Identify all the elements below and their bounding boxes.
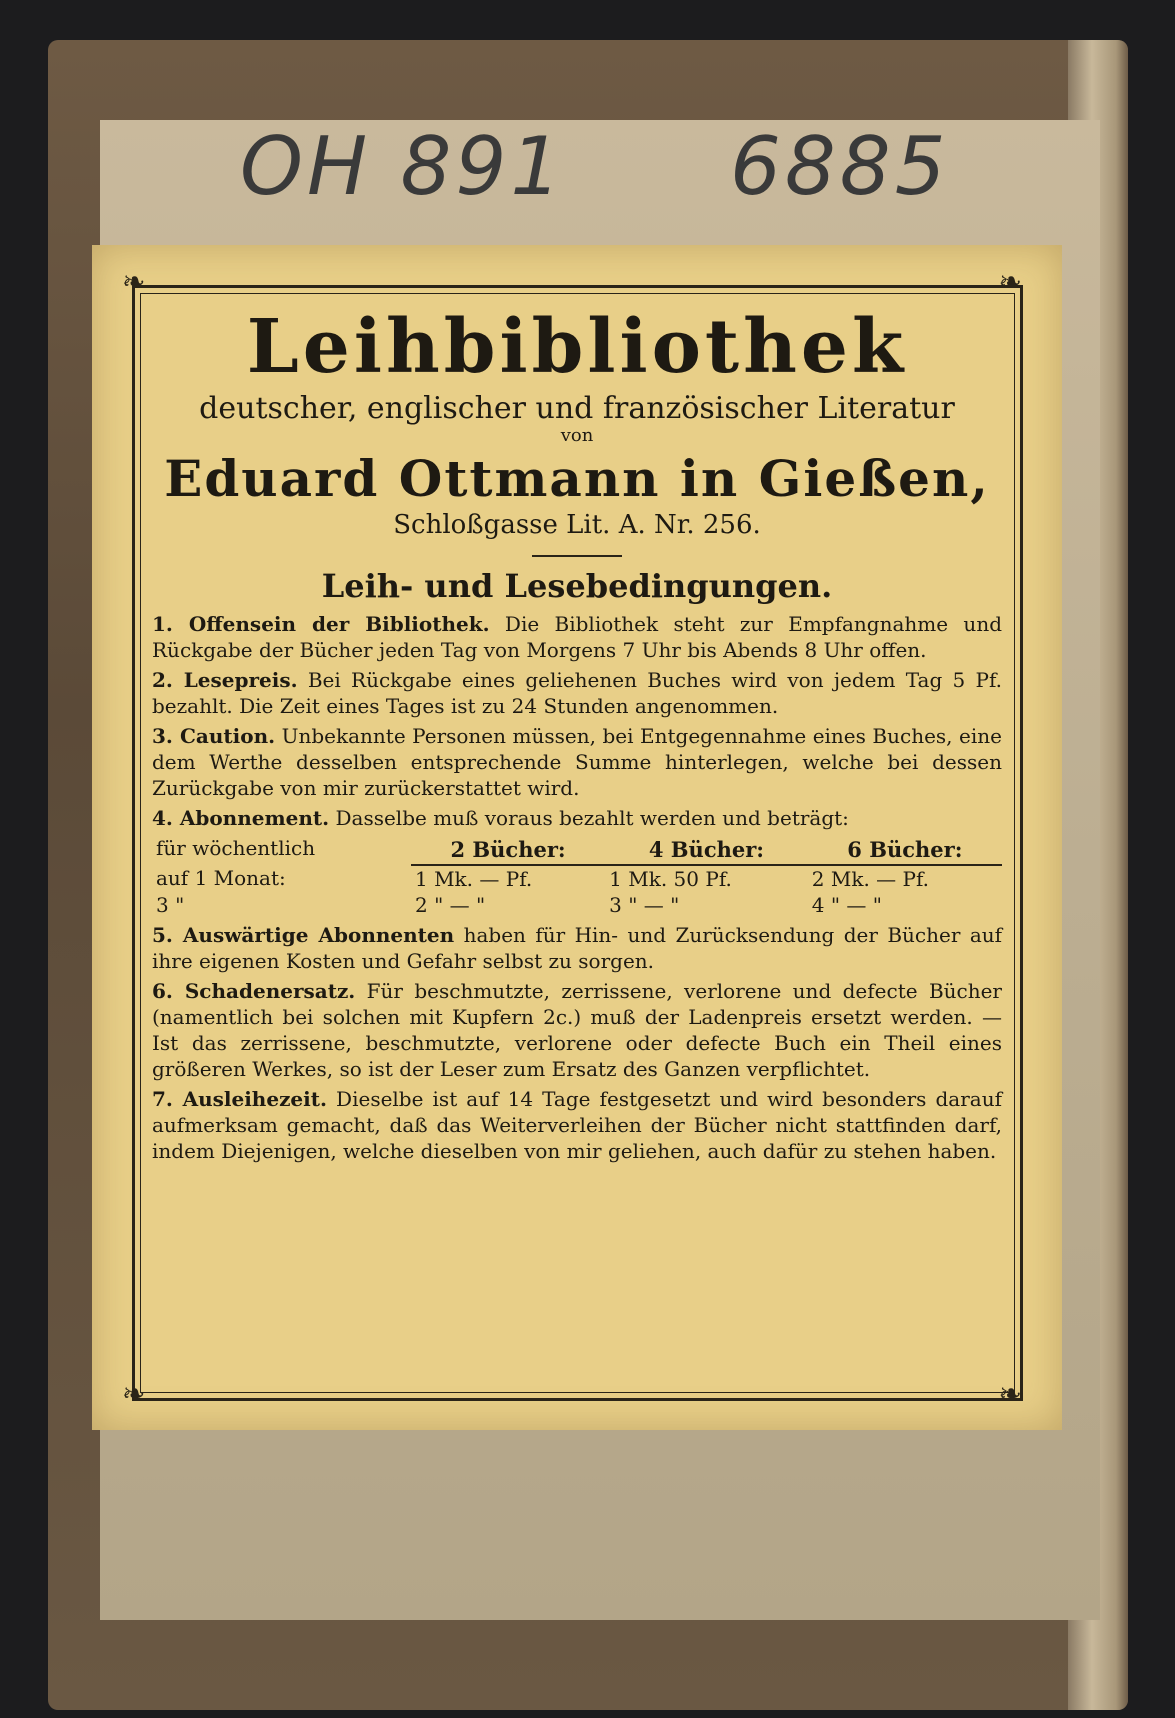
handwritten-shelfmark-right: 6885 [730, 120, 950, 213]
table-row [152, 892, 1002, 918]
table-header-row [152, 835, 1002, 865]
table-cell: 1 Mk. 50 Pf. [609, 867, 732, 892]
table-cell: auf 1 Monat: [156, 866, 286, 891]
table-column-header: 6 Bücher: [808, 835, 1002, 865]
table-cell: 4 " — " [811, 893, 882, 918]
owner-address: Schloßgasse Lit. A. Nr. 256. [393, 509, 761, 540]
divider [532, 555, 622, 557]
table-cell: 1 Mk. — Pf. [414, 867, 533, 892]
flourish-bottom-left-icon: ❧ [122, 1377, 146, 1410]
handwritten-shelfmark-left: OH 891 [240, 120, 566, 213]
table-column-header: 4 Bücher: [605, 835, 808, 865]
label-text [152, 305, 1002, 1168]
conditions-heading: Leih- und Lesebedingungen. [321, 566, 833, 605]
table-row [152, 865, 1002, 892]
library-title: Leihbibliothek [246, 304, 908, 390]
table-row-label-header: für wöchentlich [156, 836, 316, 861]
condition-item: 2. Lesepreis. Bei Rückgabe eines geliehenen Buches wird von jedem Tag 5 Pf. bezahlt. Die Zeit eines Tages ist zu 24 Stunden angenommen. [152, 668, 1002, 719]
flourish-bottom-right-icon: ❧ [998, 1377, 1022, 1410]
flourish-top-left-icon: ❧ [122, 265, 146, 298]
table-cell: 3 " [156, 893, 185, 918]
von-text: von [560, 425, 594, 446]
table-cell: 2 Mk. — Pf. [811, 867, 930, 892]
table-cell: 2 " — " [414, 893, 486, 918]
owner-name: Eduard Ottmann in Gießen, [164, 448, 990, 508]
condition-item: 7. Ausleihezeit. Dieselbe ist auf 14 Tage festgesetzt und wird besonders darauf aufmerksam gemacht, daß das Weiterverleihen der Bücher nicht stattfinden darf, indem Diejenigen, welche dieselben von mir geliehen, auch dafür zu stehen haben. [152, 1087, 1003, 1164]
condition-item: 4. Abonnement. Dasselbe muß voraus bezahlt werden und beträgt: [152, 806, 849, 831]
library-subtitle: deutscher, englischer und französischer Literatur [199, 391, 955, 426]
library-label [92, 245, 1062, 1430]
condition-item: 1. Offensein der Bibliothek. Die Bibliothek steht zur Empfangnahme und Rückgabe der Bücher jeden Tag von Morgens 7 Uhr bis Abends 8 Uhr offen. [152, 612, 1002, 663]
table-column-header: 2 Bücher: [411, 835, 605, 865]
flourish-top-right-icon: ❧ [998, 265, 1022, 298]
table-cell: 3 " — " [609, 893, 680, 918]
condition-item: 6. Schadenersatz. Für beschmutzte, zerrissene, verlorene und defecte Bücher (namentlich bei solchen mit Kupfern 2c.) muß der Ladenpreis ersetzt werden. — Ist das zerrissene, beschmutzte, verlorene oder defecte Buch ein Theil eines größeren Werkes, so ist der Leser zum Ersatz des Ganzen verpflichtet. [152, 979, 1002, 1082]
subscription-table [152, 835, 1002, 918]
condition-item: 5. Auswärtige Abonnenten haben für Hin- und Zurücksendung der Bücher auf ihre eigenen Kosten und Gefahr selbst zu sorgen. [152, 923, 1003, 974]
condition-item: 3. Caution. Unbekannte Personen müssen, bei Entgegennahme eines Buches, eine dem Werthe desselben entsprechende Summe hinterlegen, welche bei dessen Zurückgabe von mir zurückerstattet wird. [152, 724, 1002, 801]
